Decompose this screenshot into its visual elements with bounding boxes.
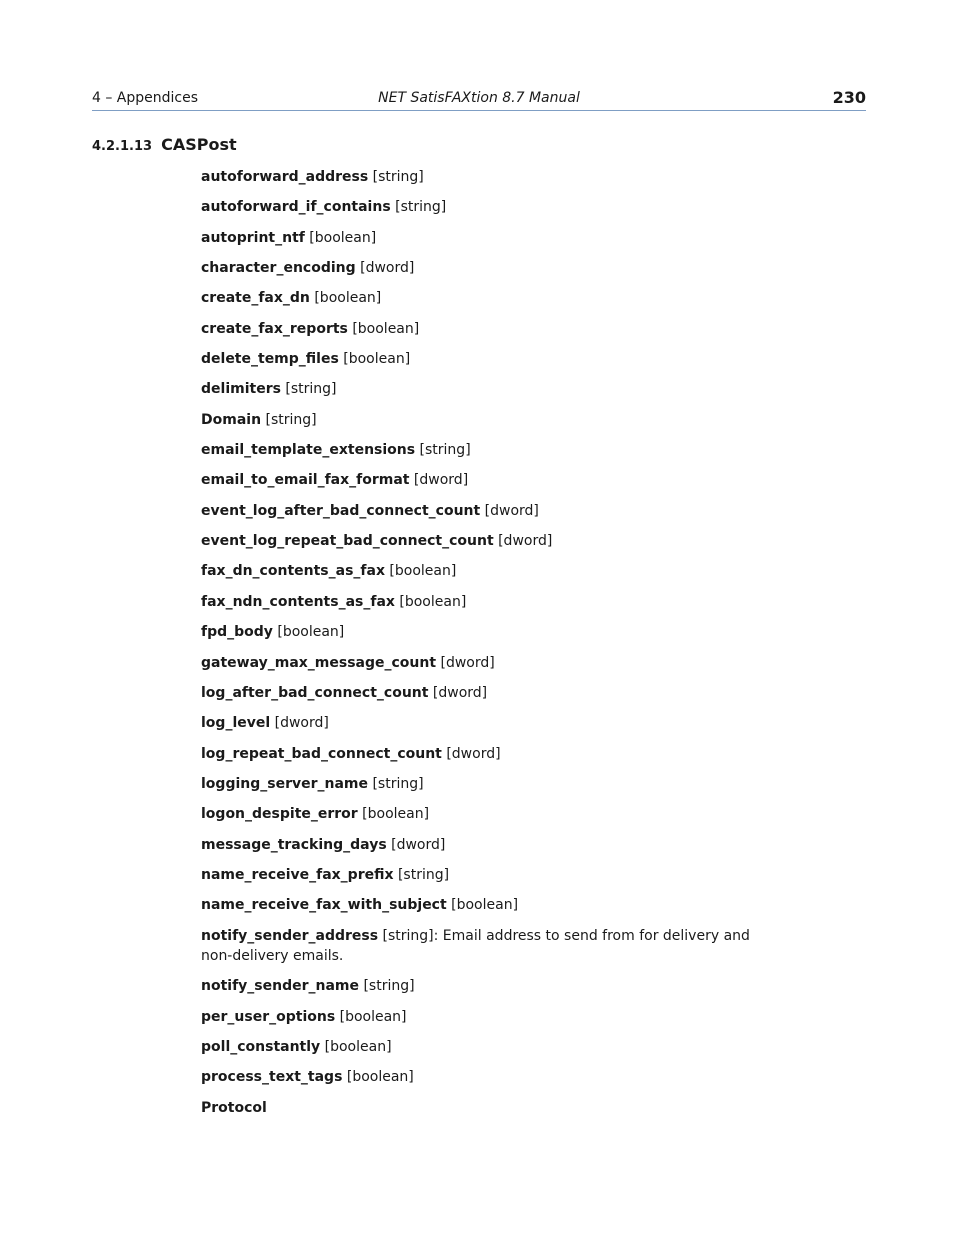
parameter-name: delimiters: [201, 381, 281, 398]
parameter-type: [dword]: [355, 260, 415, 277]
parameter-type: [string]: Email address to send from for delivery and non-delivery emails.: [201, 927, 750, 965]
parameter-name: process_text_tags: [201, 1069, 343, 1086]
parameter-name: Protocol: [201, 1099, 267, 1116]
parameter-type: [string]: [368, 169, 424, 185]
parameter-type: [boolean]: [335, 1008, 407, 1025]
parameter-name: create_fax_reports: [201, 320, 348, 337]
parameter-name: name_receive_fax_with_subject: [201, 897, 447, 914]
parameter-type: [boolean]: [338, 351, 411, 368]
parameter-entry: [201, 319, 761, 340]
parameter-name: delete_temp_files: [201, 351, 339, 368]
parameter-type: [boolean]: [272, 624, 345, 641]
parameter-type: [dword]: [386, 836, 446, 853]
parameter-entry: [201, 713, 761, 734]
section-title: CASPost: [161, 135, 237, 154]
parameter-entry: [201, 804, 761, 825]
parameter-name: poll_constantly: [201, 1039, 321, 1056]
parameter-entry: [201, 1098, 761, 1119]
parameter-type: [dword]: [480, 502, 539, 519]
parameter-entry: [201, 288, 761, 309]
parameter-name: notify_sender_name: [201, 978, 360, 995]
parameter-name: logon_despite_error: [201, 806, 358, 823]
parameter-type: [dword]: [441, 745, 501, 762]
parameter-name: per_user_options: [201, 1008, 336, 1025]
parameter-type: [string]: [393, 866, 450, 883]
parameter-entry: [201, 258, 761, 279]
parameter-type: [string]: [280, 381, 337, 398]
parameter-type: [string]: [359, 978, 415, 995]
parameter-entry: [201, 683, 761, 704]
parameter-name: fax_dn_contents_as_fax: [201, 563, 385, 580]
parameter-type: [dword]: [409, 472, 469, 489]
page-number: 230: [832, 88, 866, 107]
parameter-entry: [201, 470, 761, 491]
parameter-type: [boolean]: [357, 806, 430, 823]
parameter-type: [string]: [261, 411, 317, 428]
parameter-type: [string]: [415, 442, 471, 459]
section-heading: [92, 135, 237, 154]
parameter-name: log_level: [201, 715, 271, 732]
header-title: NET SatisFAXtion 8.7 Manual: [378, 90, 580, 106]
parameter-type: [boolean]: [309, 290, 382, 307]
page-header: [92, 88, 866, 111]
parameter-entry: [201, 197, 761, 218]
parameter-entry: [201, 592, 761, 613]
parameter-name: email_to_email_fax_format: [201, 472, 410, 489]
parameter-name: autoprint_ntf: [201, 229, 305, 246]
parameter-type: [boolean]: [384, 563, 457, 580]
parameter-entry: [201, 622, 761, 643]
parameter-name: log_repeat_bad_connect_count: [201, 745, 442, 762]
parameter-name: logging_server_name: [201, 775, 369, 792]
parameter-name: name_receive_fax_prefix: [201, 866, 394, 883]
parameter-type: [string]: [368, 775, 424, 792]
parameter-name: message_tracking_days: [201, 836, 387, 853]
parameter-entry: [201, 379, 761, 400]
parameter-entry: [201, 1007, 761, 1028]
parameter-name: fpd_body: [201, 624, 273, 641]
parameter-name: fax_ndn_contents_as_fax: [201, 593, 395, 610]
parameter-name: event_log_after_bad_connect_count: [201, 502, 481, 519]
parameter-type: [boolean]: [342, 1069, 414, 1086]
parameter-entry: [201, 349, 761, 370]
parameter-entry: [201, 976, 761, 997]
parameter-type: [boolean]: [394, 593, 467, 610]
parameter-entry: [201, 865, 761, 886]
parameter-entry: [201, 561, 761, 582]
parameter-name: autoforward_address: [201, 169, 369, 185]
parameter-name: event_log_repeat_bad_connect_count: [201, 533, 494, 550]
parameter-type: [boolean]: [446, 897, 519, 914]
parameter-name: notify_sender_address: [201, 927, 379, 944]
parameter-entry: [201, 167, 761, 188]
parameter-name: email_template_extensions: [201, 442, 416, 459]
parameter-name: Domain: [201, 411, 262, 428]
parameter-entry: [201, 531, 761, 552]
parameter-type: [boolean]: [347, 320, 420, 337]
parameter-type: [dword]: [270, 715, 329, 732]
parameter-entry: [201, 228, 761, 249]
parameter-entry: [201, 1067, 761, 1088]
parameter-entry: [201, 440, 761, 461]
parameter-type: [dword]: [493, 533, 553, 550]
parameter-type: [dword]: [428, 684, 488, 701]
parameter-entry: [201, 774, 761, 795]
parameter-name: log_after_bad_connect_count: [201, 684, 429, 701]
parameter-name: character_encoding: [201, 260, 356, 277]
parameter-type: [dword]: [436, 654, 495, 671]
parameter-entry: [201, 501, 761, 522]
parameter-name: gateway_max_message_count: [201, 654, 437, 671]
parameter-entry: [201, 895, 761, 916]
header-section: 4 – Appendices: [92, 90, 199, 106]
parameter-entry: [201, 744, 761, 765]
parameter-entry: [201, 653, 761, 674]
parameter-type: [string]: [390, 199, 447, 216]
parameter-type: [boolean]: [320, 1039, 392, 1056]
parameter-entry: [201, 835, 761, 856]
parameter-name: create_fax_dn: [201, 290, 310, 307]
parameter-name: autoforward_if_contains: [201, 199, 391, 216]
parameter-entry: [201, 1037, 761, 1058]
parameter-entry: [201, 410, 761, 431]
parameter-entry: [201, 926, 761, 967]
parameter-type: [boolean]: [304, 229, 377, 246]
section-number: 4.2.1.13: [92, 139, 153, 154]
parameter-list: [201, 167, 761, 1128]
